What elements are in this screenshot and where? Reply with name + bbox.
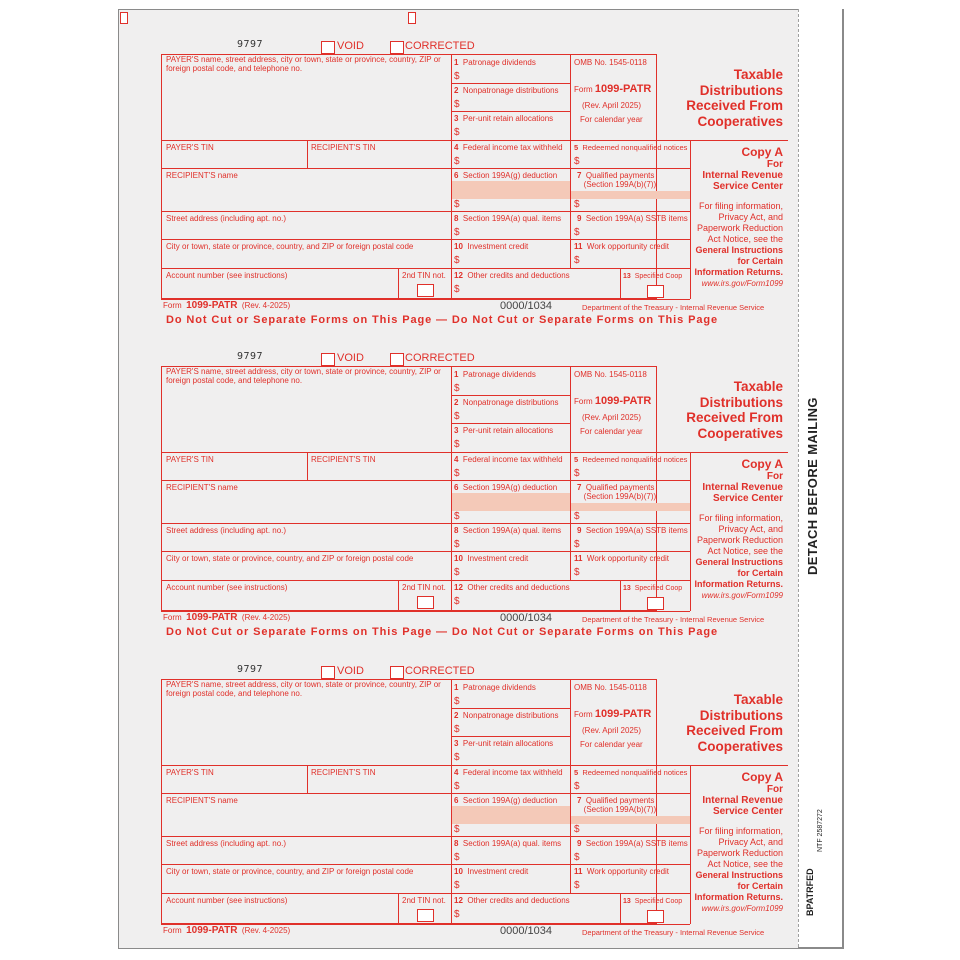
box7-shading bbox=[571, 503, 690, 511]
control-number: 0000/1034 bbox=[500, 925, 552, 937]
box1-dollar: $ bbox=[454, 696, 460, 707]
form-number-code: 9797 bbox=[237, 39, 264, 50]
city-label: City or town, state or province, country, and ZIP or foreign postal code bbox=[166, 242, 414, 251]
department-label: Department of the Treasury - Internal Revenue Service bbox=[582, 928, 765, 937]
row-divider bbox=[161, 765, 690, 766]
box5-label: 5 Redeemed nonqualified notices bbox=[574, 143, 688, 152]
filing-info-text: For filing information, Privacy Act, and Paperwork Reduction Act Notice, see the General Instructions for Certain Information Returns. www.irs.gov/Form1099 bbox=[694, 826, 783, 913]
box7-label: 7 Qualified payments (Section 199A(b)(7)) bbox=[577, 171, 657, 189]
box1-label: 1 Patronage dividends bbox=[454, 683, 536, 692]
box8-dollar: $ bbox=[454, 539, 460, 550]
street-address-label: Street address (including apt. no.) bbox=[166, 214, 287, 223]
form-number-code: 9797 bbox=[237, 664, 264, 675]
col-divider bbox=[307, 452, 308, 480]
stub-brand: BPATRFED bbox=[805, 868, 815, 916]
footer-form-id: Form 1099-PATR (Rev. 4-2025) bbox=[163, 300, 291, 311]
box4-label: 4 Federal income tax withheld bbox=[454, 768, 563, 777]
recipient-name-label: RECIPIENT'S name bbox=[166, 796, 238, 805]
box10-label: 10 Investment credit bbox=[454, 554, 529, 563]
form-title: Taxable Distributions Received From Cooperatives bbox=[686, 67, 783, 129]
box2-label: 2 Nonpatronage distributions bbox=[454, 398, 559, 407]
payer-tin-label: PAYER'S TIN bbox=[166, 143, 214, 152]
omb-number: OMB No. 1545-0118 bbox=[574, 370, 647, 379]
box6-label: 6 Section 199A(g) deduction bbox=[454, 796, 558, 805]
box3-dollar: $ bbox=[454, 752, 460, 763]
box2-dollar: $ bbox=[454, 99, 460, 110]
col-divider bbox=[451, 54, 452, 299]
payer-block-label: PAYER'S name, street address, city or town, state or province, country, ZIP or foreign postal code, and telephone no. bbox=[166, 680, 441, 698]
box2-dollar: $ bbox=[454, 411, 460, 422]
box6-dollar: $ bbox=[454, 199, 460, 210]
box1-dollar: $ bbox=[454, 383, 460, 394]
box6-shading bbox=[452, 181, 570, 199]
box5-label: 5 Redeemed nonqualified notices bbox=[574, 455, 688, 464]
box10-label: 10 Investment credit bbox=[454, 242, 529, 251]
row-divider bbox=[161, 140, 690, 141]
form-copy-1 bbox=[0, 0, 960, 320]
col-divider bbox=[307, 765, 308, 793]
second-tin-label: 2nd TIN not. bbox=[402, 896, 446, 905]
row-divider bbox=[161, 211, 690, 212]
box7-dollar: $ bbox=[574, 199, 580, 210]
omb-number: OMB No. 1545-0118 bbox=[574, 58, 647, 67]
box5-dollar: $ bbox=[574, 468, 580, 479]
form-title: Taxable Distributions Received From Cooperatives bbox=[686, 379, 783, 441]
payer-tin-label: PAYER'S TIN bbox=[166, 768, 214, 777]
box2-dollar: $ bbox=[454, 724, 460, 735]
box9-dollar: $ bbox=[574, 852, 580, 863]
row-divider bbox=[161, 239, 690, 240]
row-divider bbox=[161, 523, 690, 524]
box6-dollar: $ bbox=[454, 511, 460, 522]
detach-before-mailing: DETACH BEFORE MAILING bbox=[805, 397, 820, 575]
box13-checkbox[interactable] bbox=[647, 285, 664, 298]
city-label: City or town, state or province, country, and ZIP or foreign postal code bbox=[166, 867, 414, 876]
form-copy-3 bbox=[0, 625, 960, 945]
corrected-checkbox[interactable] bbox=[390, 41, 404, 54]
copy-divider bbox=[690, 140, 788, 141]
box12-label: 12 Other credits and deductions bbox=[454, 583, 570, 592]
second-tin-label: 2nd TIN not. bbox=[402, 583, 446, 592]
box13-label: 13 Specified Coop bbox=[623, 273, 683, 280]
box6-shading bbox=[452, 493, 570, 511]
form-id: Form 1099-PATR bbox=[574, 708, 652, 720]
box12-dollar: $ bbox=[454, 284, 460, 295]
box5-dollar: $ bbox=[574, 156, 580, 167]
row-divider bbox=[161, 580, 690, 581]
cut-warning: Do Not Cut or Separate Forms on This Page — Do Not Cut or Separate Forms on This Page bbox=[166, 314, 719, 326]
second-tin-label: 2nd TIN not. bbox=[402, 271, 446, 280]
row-divider bbox=[161, 924, 690, 925]
col-divider bbox=[570, 366, 571, 580]
recipient-name-label: RECIPIENT'S name bbox=[166, 171, 238, 180]
row-divider bbox=[161, 893, 690, 894]
box6-shading bbox=[452, 806, 570, 824]
col-divider bbox=[620, 580, 621, 611]
form-id: Form 1099-PATR bbox=[574, 83, 652, 95]
box8-dollar: $ bbox=[454, 852, 460, 863]
box11-dollar: $ bbox=[574, 255, 580, 266]
col-divider bbox=[451, 366, 452, 611]
void-label: VOID bbox=[337, 665, 364, 677]
calendar-year-label: For calendar year bbox=[580, 115, 643, 124]
box13-checkbox[interactable] bbox=[647, 910, 664, 923]
box1-label: 1 Patronage dividends bbox=[454, 370, 536, 379]
box7-label: 7 Qualified payments (Section 199A(b)(7)) bbox=[577, 483, 657, 501]
void-checkbox[interactable] bbox=[321, 666, 335, 679]
box7-dollar: $ bbox=[574, 511, 580, 522]
copy-block: Copy A For Internal Revenue Service Center bbox=[702, 145, 783, 192]
box10-dollar: $ bbox=[454, 255, 460, 266]
box12-dollar: $ bbox=[454, 596, 460, 607]
box5-label: 5 Redeemed nonqualified notices bbox=[574, 768, 688, 777]
footer-form-id: Form 1099-PATR (Rev. 4-2025) bbox=[163, 612, 291, 623]
box3-dollar: $ bbox=[454, 127, 460, 138]
city-label: City or town, state or province, country, and ZIP or foreign postal code bbox=[166, 554, 414, 563]
row-divider bbox=[161, 551, 690, 552]
box8-label: 8 Section 199A(a) qual. items bbox=[454, 214, 562, 223]
second-tin-checkbox[interactable] bbox=[417, 596, 434, 609]
box11-dollar: $ bbox=[574, 567, 580, 578]
box4-dollar: $ bbox=[454, 156, 460, 167]
calendar-year-label: For calendar year bbox=[580, 427, 643, 436]
recipient-tin-label: RECIPIENT'S TIN bbox=[311, 768, 376, 777]
corrected-label: CORRECTED bbox=[405, 665, 475, 677]
corrected-checkbox[interactable] bbox=[390, 666, 404, 679]
box11-label: 11 Work opportunity credit bbox=[574, 554, 670, 563]
box13-label: 13 Specified Coop bbox=[623, 898, 683, 905]
cut-warning: Do Not Cut or Separate Forms on This Page — Do Not Cut or Separate Forms on This Page bbox=[166, 626, 719, 638]
corrected-checkbox[interactable] bbox=[390, 353, 404, 366]
box12-label: 12 Other credits and deductions bbox=[454, 896, 570, 905]
box8-dollar: $ bbox=[454, 227, 460, 238]
copy-divider bbox=[690, 452, 788, 453]
row-divider bbox=[451, 708, 570, 709]
recipient-name-label: RECIPIENT'S name bbox=[166, 483, 238, 492]
box8-label: 8 Section 199A(a) qual. items bbox=[454, 839, 562, 848]
col-divider bbox=[398, 580, 399, 611]
box10-label: 10 Investment credit bbox=[454, 867, 529, 876]
row-divider bbox=[161, 268, 690, 269]
row-divider bbox=[451, 83, 570, 84]
account-number-label: Account number (see instructions) bbox=[166, 896, 288, 905]
row-divider bbox=[451, 395, 570, 396]
box9-dollar: $ bbox=[574, 539, 580, 550]
box4-label: 4 Federal income tax withheld bbox=[454, 143, 563, 152]
col-divider bbox=[620, 268, 621, 299]
box11-label: 11 Work opportunity credit bbox=[574, 867, 670, 876]
col-divider bbox=[451, 679, 452, 924]
box5-dollar: $ bbox=[574, 781, 580, 792]
department-label: Department of the Treasury - Internal Revenue Service bbox=[582, 303, 765, 312]
void-label: VOID bbox=[337, 40, 364, 52]
box1-label: 1 Patronage dividends bbox=[454, 58, 536, 67]
void-checkbox[interactable] bbox=[321, 41, 335, 54]
recipient-tin-label: RECIPIENT'S TIN bbox=[311, 143, 376, 152]
box13-label: 13 Specified Coop bbox=[623, 585, 683, 592]
form-number-code: 9797 bbox=[237, 351, 264, 362]
form-id: Form 1099-PATR bbox=[574, 395, 652, 407]
copy-block: Copy A For Internal Revenue Service Center bbox=[702, 457, 783, 504]
box11-dollar: $ bbox=[574, 880, 580, 891]
box6-label: 6 Section 199A(g) deduction bbox=[454, 171, 558, 180]
second-tin-checkbox[interactable] bbox=[417, 909, 434, 922]
account-number-label: Account number (see instructions) bbox=[166, 271, 288, 280]
corrected-label: CORRECTED bbox=[405, 352, 475, 364]
box12-dollar: $ bbox=[454, 909, 460, 920]
row-divider bbox=[161, 836, 690, 837]
account-number-label: Account number (see instructions) bbox=[166, 583, 288, 592]
payer-tin-label: PAYER'S TIN bbox=[166, 455, 214, 464]
payer-block-label: PAYER'S name, street address, city or town, state or province, country, ZIP or foreign postal code, and telephone no. bbox=[166, 367, 441, 385]
box4-label: 4 Federal income tax withheld bbox=[454, 455, 563, 464]
box6-label: 6 Section 199A(g) deduction bbox=[454, 483, 558, 492]
row-divider bbox=[161, 793, 690, 794]
revision-date: (Rev. April 2025) bbox=[582, 726, 641, 735]
payer-block-label: PAYER'S name, street address, city or town, state or province, country, ZIP or foreign postal code, and telephone no. bbox=[166, 55, 441, 73]
box3-label: 3 Per-unit retain allocations bbox=[454, 739, 554, 748]
copy-block: Copy A For Internal Revenue Service Center bbox=[702, 770, 783, 817]
row-divider bbox=[161, 611, 690, 612]
box9-label: 9 Section 199A(a) SSTB items bbox=[577, 526, 688, 535]
row-divider bbox=[451, 736, 570, 737]
box7-label: 7 Qualified payments (Section 199A(b)(7)) bbox=[577, 796, 657, 814]
box12-label: 12 Other credits and deductions bbox=[454, 271, 570, 280]
corrected-label: CORRECTED bbox=[405, 40, 475, 52]
revision-date: (Rev. April 2025) bbox=[582, 101, 641, 110]
row-divider bbox=[161, 864, 690, 865]
col-divider bbox=[398, 268, 399, 299]
calendar-year-label: For calendar year bbox=[580, 740, 643, 749]
box2-label: 2 Nonpatronage distributions bbox=[454, 86, 559, 95]
box3-label: 3 Per-unit retain allocations bbox=[454, 114, 554, 123]
box8-label: 8 Section 199A(a) qual. items bbox=[454, 526, 562, 535]
void-checkbox[interactable] bbox=[321, 353, 335, 366]
recipient-tin-label: RECIPIENT'S TIN bbox=[311, 455, 376, 464]
row-divider bbox=[161, 168, 690, 169]
col-divider bbox=[570, 679, 571, 893]
box9-label: 9 Section 199A(a) SSTB items bbox=[577, 839, 688, 848]
box4-dollar: $ bbox=[454, 468, 460, 479]
omb-number: OMB No. 1545-0118 bbox=[574, 683, 647, 692]
street-address-label: Street address (including apt. no.) bbox=[166, 839, 287, 848]
box2-label: 2 Nonpatronage distributions bbox=[454, 711, 559, 720]
col-divider bbox=[398, 893, 399, 924]
col-divider bbox=[307, 140, 308, 168]
footer-form-id: Form 1099-PATR (Rev. 4-2025) bbox=[163, 925, 291, 936]
form-title: Taxable Distributions Received From Cooperatives bbox=[686, 692, 783, 754]
stub-code: NTF 2587272 bbox=[817, 809, 824, 852]
row-divider bbox=[161, 452, 690, 453]
box1-dollar: $ bbox=[454, 71, 460, 82]
box9-dollar: $ bbox=[574, 227, 580, 238]
row-divider bbox=[451, 111, 570, 112]
row-divider bbox=[161, 299, 690, 300]
copy-divider bbox=[690, 765, 788, 766]
filing-info-text: For filing information, Privacy Act, and Paperwork Reduction Act Notice, see the General Instructions for Certain Information Returns. www.irs.gov/Form1099 bbox=[694, 513, 783, 600]
revision-date: (Rev. April 2025) bbox=[582, 413, 641, 422]
department-label: Department of the Treasury - Internal Revenue Service bbox=[582, 615, 765, 624]
col-divider bbox=[620, 893, 621, 924]
box9-label: 9 Section 199A(a) SSTB items bbox=[577, 214, 688, 223]
col-divider bbox=[570, 54, 571, 268]
street-address-label: Street address (including apt. no.) bbox=[166, 526, 287, 535]
box3-label: 3 Per-unit retain allocations bbox=[454, 426, 554, 435]
box7-dollar: $ bbox=[574, 824, 580, 835]
box7-shading bbox=[571, 816, 690, 824]
box6-dollar: $ bbox=[454, 824, 460, 835]
box10-dollar: $ bbox=[454, 880, 460, 891]
second-tin-checkbox[interactable] bbox=[417, 284, 434, 297]
filing-info-text: For filing information, Privacy Act, and Paperwork Reduction Act Notice, see the General Instructions for Certain Information Returns. www.irs.gov/Form1099 bbox=[694, 201, 783, 288]
box3-dollar: $ bbox=[454, 439, 460, 450]
box4-dollar: $ bbox=[454, 781, 460, 792]
box7-shading bbox=[571, 191, 690, 199]
control-number: 0000/1034 bbox=[500, 300, 552, 312]
row-divider bbox=[451, 423, 570, 424]
box13-checkbox[interactable] bbox=[647, 597, 664, 610]
void-label: VOID bbox=[337, 352, 364, 364]
control-number: 0000/1034 bbox=[500, 612, 552, 624]
box10-dollar: $ bbox=[454, 567, 460, 578]
row-divider bbox=[161, 480, 690, 481]
box11-label: 11 Work opportunity credit bbox=[574, 242, 670, 251]
